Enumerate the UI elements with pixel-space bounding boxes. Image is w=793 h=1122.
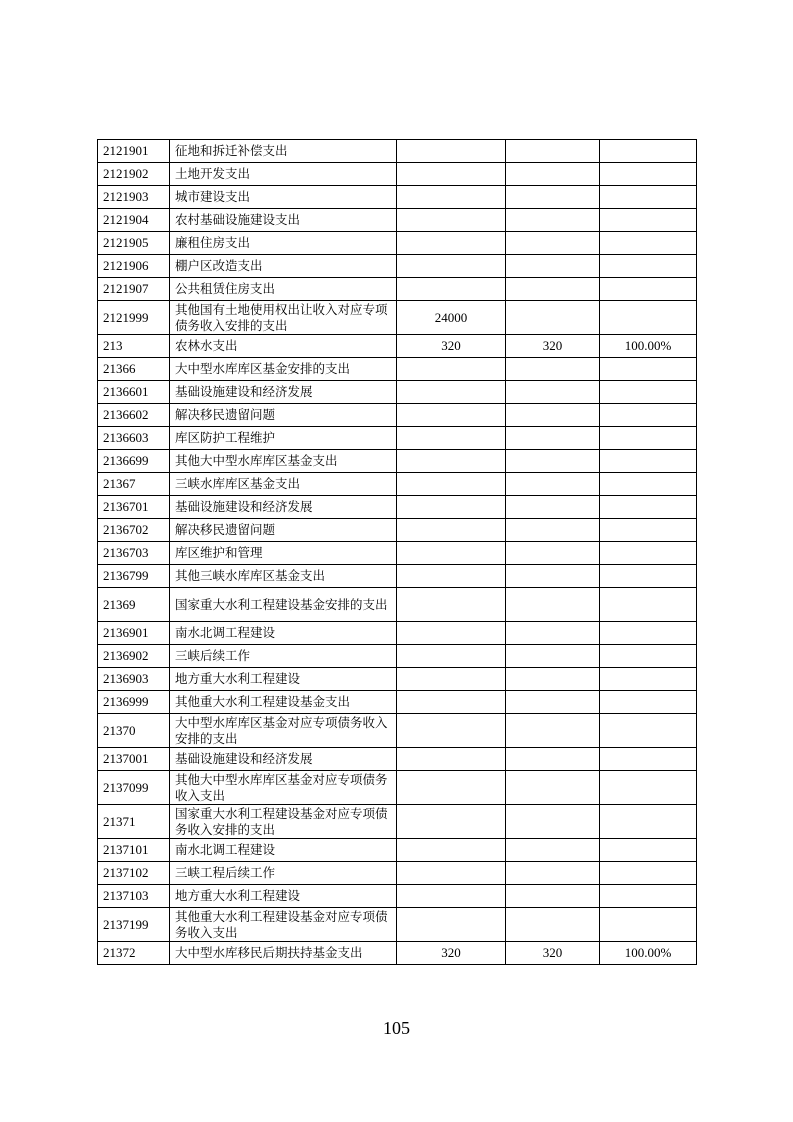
percentage-cell [600, 691, 697, 714]
code-cell: 21367 [98, 473, 170, 496]
actual-value-cell [506, 358, 600, 381]
percentage-cell [600, 839, 697, 862]
budget-value-cell [397, 908, 506, 942]
subject-name-cell: 征地和拆迁补偿支出 [170, 140, 397, 163]
subject-name-cell: 库区维护和管理 [170, 542, 397, 565]
actual-value-cell [506, 668, 600, 691]
budget-value-cell [397, 885, 506, 908]
subject-name-cell: 大中型水库库区基金对应专项债务收入安排的支出 [170, 714, 397, 748]
percentage-cell [600, 805, 697, 839]
table-row [98, 942, 697, 965]
percentage-cell [600, 358, 697, 381]
actual-value-cell [506, 427, 600, 450]
code-cell: 2136603 [98, 427, 170, 450]
code-cell: 2121905 [98, 232, 170, 255]
subject-name-cell: 三峡工程后续工作 [170, 862, 397, 885]
budget-value-cell [397, 748, 506, 771]
code-cell: 2136903 [98, 668, 170, 691]
budget-value-cell [397, 588, 506, 622]
code-cell: 2121999 [98, 301, 170, 335]
subject-name-cell: 农林水支出 [170, 335, 397, 358]
actual-value-cell [506, 714, 600, 748]
subject-name-cell: 其他大中型水库库区基金对应专项债务收入支出 [170, 771, 397, 805]
percentage-cell [600, 496, 697, 519]
actual-value-cell [506, 404, 600, 427]
actual-value-cell [506, 908, 600, 942]
table-row [98, 381, 697, 404]
actual-value-cell [506, 209, 600, 232]
actual-value-cell [506, 450, 600, 473]
actual-value-cell: 320 [506, 335, 600, 358]
code-cell: 2136699 [98, 450, 170, 473]
subject-name-cell: 公共租赁住房支出 [170, 278, 397, 301]
subject-name-cell: 解决移民遗留问题 [170, 519, 397, 542]
budget-value-cell [397, 450, 506, 473]
budget-value-cell [397, 404, 506, 427]
subject-name-cell: 三峡水库库区基金支出 [170, 473, 397, 496]
actual-value-cell [506, 140, 600, 163]
code-cell: 2121903 [98, 186, 170, 209]
code-cell: 2136902 [98, 645, 170, 668]
actual-value-cell [506, 622, 600, 645]
actual-value-cell [506, 565, 600, 588]
subject-name-cell: 农村基础设施建设支出 [170, 209, 397, 232]
budget-value-cell [397, 839, 506, 862]
table-row [98, 163, 697, 186]
budget-value-cell [397, 473, 506, 496]
table-row [98, 335, 697, 358]
subject-name-cell: 地方重大水利工程建设 [170, 668, 397, 691]
percentage-cell [600, 714, 697, 748]
percentage-cell [600, 473, 697, 496]
subject-name-cell: 三峡后续工作 [170, 645, 397, 668]
budget-value-cell [397, 232, 506, 255]
table-row [98, 186, 697, 209]
budget-value-cell [397, 140, 506, 163]
code-cell: 2136701 [98, 496, 170, 519]
budget-value-cell: 320 [397, 335, 506, 358]
code-cell: 2121904 [98, 209, 170, 232]
percentage-cell [600, 748, 697, 771]
table-row [98, 542, 697, 565]
code-cell: 2136702 [98, 519, 170, 542]
table-row [98, 519, 697, 542]
subject-name-cell: 基础设施建设和经济发展 [170, 748, 397, 771]
table-row [98, 839, 697, 862]
budget-value-cell [397, 565, 506, 588]
budget-value-cell [397, 645, 506, 668]
budget-value-cell [397, 255, 506, 278]
table-row [98, 862, 697, 885]
actual-value-cell [506, 748, 600, 771]
table-row [98, 885, 697, 908]
actual-value-cell [506, 473, 600, 496]
actual-value-cell [506, 862, 600, 885]
actual-value-cell [506, 163, 600, 186]
budget-value-cell [397, 186, 506, 209]
subject-name-cell: 土地开发支出 [170, 163, 397, 186]
percentage-cell [600, 450, 697, 473]
page-number: 105 [383, 1018, 410, 1038]
code-cell: 21372 [98, 942, 170, 965]
code-cell: 21366 [98, 358, 170, 381]
actual-value-cell [506, 839, 600, 862]
actual-value-cell [506, 588, 600, 622]
table-row [98, 805, 697, 839]
percentage-cell [600, 186, 697, 209]
table-row [98, 232, 697, 255]
subject-name-cell: 国家重大水利工程建设基金安排的支出 [170, 588, 397, 622]
budget-expenditure-table [97, 139, 697, 965]
code-cell: 213 [98, 335, 170, 358]
table-row [98, 748, 697, 771]
actual-value-cell [506, 542, 600, 565]
budget-value-cell [397, 427, 506, 450]
percentage-cell [600, 908, 697, 942]
subject-name-cell: 大中型水库移民后期扶持基金支出 [170, 942, 397, 965]
code-cell: 2121906 [98, 255, 170, 278]
percentage-cell [600, 645, 697, 668]
table-row [98, 908, 697, 942]
subject-name-cell: 其他重大水利工程建设基金支出 [170, 691, 397, 714]
actual-value-cell: 320 [506, 942, 600, 965]
percentage-cell [600, 771, 697, 805]
budget-value-cell [397, 496, 506, 519]
budget-value-cell [397, 771, 506, 805]
code-cell: 2137101 [98, 839, 170, 862]
budget-value-cell [397, 622, 506, 645]
code-cell: 2137099 [98, 771, 170, 805]
actual-value-cell [506, 381, 600, 404]
budget-value-cell [397, 668, 506, 691]
actual-value-cell [506, 186, 600, 209]
table-row [98, 404, 697, 427]
actual-value-cell [506, 301, 600, 335]
table-row [98, 255, 697, 278]
budget-value-cell [397, 209, 506, 232]
subject-name-cell: 地方重大水利工程建设 [170, 885, 397, 908]
actual-value-cell [506, 805, 600, 839]
subject-name-cell: 基础设施建设和经济发展 [170, 381, 397, 404]
table-row [98, 450, 697, 473]
actual-value-cell [506, 519, 600, 542]
actual-value-cell [506, 496, 600, 519]
budget-value-cell: 320 [397, 942, 506, 965]
code-cell: 2121902 [98, 163, 170, 186]
percentage-cell [600, 622, 697, 645]
actual-value-cell [506, 645, 600, 668]
budget-value-cell [397, 381, 506, 404]
percentage-cell: 100.00% [600, 942, 697, 965]
table-row [98, 473, 697, 496]
subject-name-cell: 基础设施建设和经济发展 [170, 496, 397, 519]
table-row [98, 588, 697, 622]
budget-value-cell [397, 805, 506, 839]
percentage-cell [600, 862, 697, 885]
budget-value-cell [397, 519, 506, 542]
table-row [98, 622, 697, 645]
code-cell: 2136999 [98, 691, 170, 714]
percentage-cell [600, 668, 697, 691]
subject-name-cell: 国家重大水利工程建设基金对应专项债务收入安排的支出 [170, 805, 397, 839]
table-row [98, 496, 697, 519]
code-cell: 2137001 [98, 748, 170, 771]
subject-name-cell: 库区防护工程维护 [170, 427, 397, 450]
code-cell: 2137102 [98, 862, 170, 885]
code-cell: 2121901 [98, 140, 170, 163]
actual-value-cell [506, 691, 600, 714]
table-row [98, 771, 697, 805]
subject-name-cell: 其他重大水利工程建设基金对应专项债务收入支出 [170, 908, 397, 942]
percentage-cell [600, 588, 697, 622]
percentage-cell [600, 278, 697, 301]
percentage-cell [600, 885, 697, 908]
code-cell: 2136901 [98, 622, 170, 645]
table-body [98, 140, 697, 965]
code-cell: 2121907 [98, 278, 170, 301]
budget-value-cell [397, 714, 506, 748]
percentage-cell [600, 542, 697, 565]
subject-name-cell: 廉租住房支出 [170, 232, 397, 255]
table-row [98, 565, 697, 588]
percentage-cell [600, 301, 697, 335]
code-cell: 2136799 [98, 565, 170, 588]
percentage-cell [600, 209, 697, 232]
percentage-cell [600, 163, 697, 186]
actual-value-cell [506, 771, 600, 805]
subject-name-cell: 解决移民遗留问题 [170, 404, 397, 427]
percentage-cell [600, 427, 697, 450]
table-row [98, 714, 697, 748]
code-cell: 2137103 [98, 885, 170, 908]
code-cell: 21370 [98, 714, 170, 748]
budget-value-cell [397, 862, 506, 885]
percentage-cell [600, 519, 697, 542]
table-row [98, 645, 697, 668]
percentage-cell [600, 255, 697, 278]
table-row [98, 140, 697, 163]
subject-name-cell: 大中型水库库区基金安排的支出 [170, 358, 397, 381]
table-row [98, 691, 697, 714]
code-cell: 21369 [98, 588, 170, 622]
code-cell: 2136703 [98, 542, 170, 565]
subject-name-cell: 南水北调工程建设 [170, 839, 397, 862]
table-row [98, 427, 697, 450]
actual-value-cell [506, 255, 600, 278]
code-cell: 21371 [98, 805, 170, 839]
code-cell: 2136601 [98, 381, 170, 404]
subject-name-cell: 城市建设支出 [170, 186, 397, 209]
subject-name-cell: 其他三峡水库库区基金支出 [170, 565, 397, 588]
percentage-cell [600, 404, 697, 427]
actual-value-cell [506, 885, 600, 908]
budget-value-cell [397, 691, 506, 714]
percentage-cell [600, 232, 697, 255]
code-cell: 2136602 [98, 404, 170, 427]
subject-name-cell: 其他国有土地使用权出让收入对应专项债务收入安排的支出 [170, 301, 397, 335]
budget-value-cell: 24000 [397, 301, 506, 335]
budget-value-cell [397, 278, 506, 301]
table-row [98, 278, 697, 301]
table-row [98, 358, 697, 381]
percentage-cell [600, 381, 697, 404]
budget-value-cell [397, 163, 506, 186]
subject-name-cell: 棚户区改造支出 [170, 255, 397, 278]
percentage-cell: 100.00% [600, 335, 697, 358]
percentage-cell [600, 565, 697, 588]
budget-value-cell [397, 358, 506, 381]
percentage-cell [600, 140, 697, 163]
table-row [98, 301, 697, 335]
budget-value-cell [397, 542, 506, 565]
actual-value-cell [506, 232, 600, 255]
actual-value-cell [506, 278, 600, 301]
subject-name-cell: 南水北调工程建设 [170, 622, 397, 645]
code-cell: 2137199 [98, 908, 170, 942]
table-row [98, 668, 697, 691]
subject-name-cell: 其他大中型水库库区基金支出 [170, 450, 397, 473]
table-row [98, 209, 697, 232]
